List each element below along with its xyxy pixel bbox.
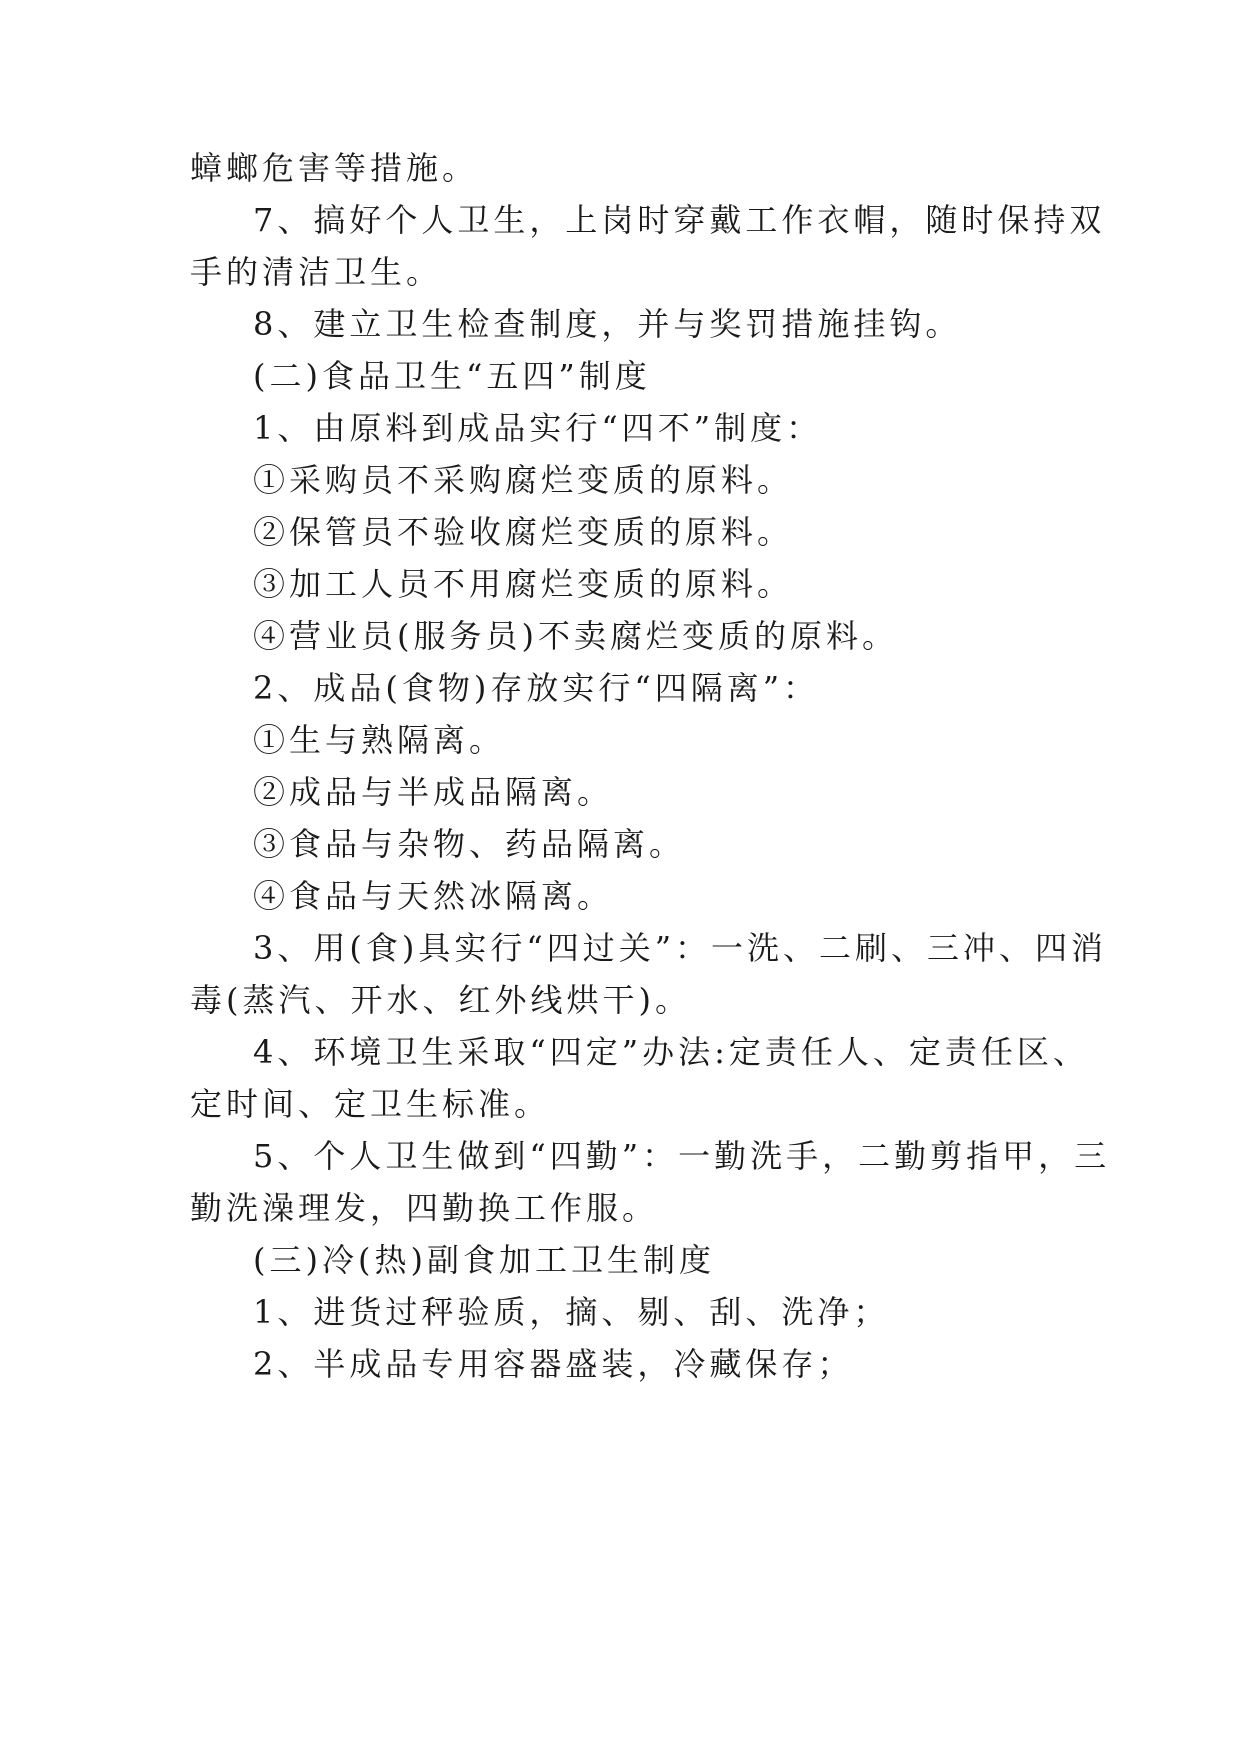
text-line: 5、个人卫生做到“四勤”：一勤洗手，二勤剪指甲，三 (253, 1137, 1111, 1175)
list-item: ①生与熟隔离。 (253, 721, 506, 759)
text-line: 毒(蒸汽、开水、红外线烘干)。 (190, 981, 691, 1019)
text-line: 7、搞好个人卫生，上岗时穿戴工作衣帽，随时保持双 (253, 201, 1106, 239)
text-line: 4、环境卫生采取“四定”办法:定责任人、定责任区、 (253, 1033, 1089, 1071)
text-line: 8、建立卫生检查制度，并与奖罚措施挂钩。 (253, 305, 962, 343)
list-item: ①采购员不采购腐烂变质的原料。 (253, 461, 794, 499)
section-heading: (三)冷(热)副食加工卫生制度 (253, 1241, 715, 1279)
text-line: 1、由原料到成品实行“四不”制度： (253, 409, 823, 447)
list-item: ④营业员(服务员)不卖腐烂变质的原料。 (253, 617, 898, 655)
list-item: ②成品与半成品隔离。 (253, 773, 614, 811)
list-item: ③加工人员不用腐烂变质的原料。 (253, 565, 794, 603)
list-item: ②保管员不验收腐烂变质的原料。 (253, 513, 794, 551)
text-line: 1、进货过秤验质，摘、剔、刮、洗净； (253, 1293, 890, 1331)
text-line: 2、成品(食物)存放实行“四隔离”： (253, 669, 820, 707)
list-item: ④食品与天然冰隔离。 (253, 877, 614, 915)
text-line: 勤洗澡理发，四勤换工作服。 (190, 1189, 659, 1227)
text-line: 2、半成品专用容器盛装，冷藏保存； (253, 1345, 854, 1383)
text-line: 3、用(食)具实行“四过关”：一洗、二刷、三冲、四消 (253, 929, 1108, 967)
list-item: ③食品与杂物、药品隔离。 (253, 825, 686, 863)
text-line: 蟑螂危害等措施。 (190, 149, 479, 187)
text-line: 定时间、定卫生标准。 (190, 1085, 551, 1123)
section-heading: (二)食品卫生“五四”制度 (253, 357, 651, 395)
text-line: 手的清洁卫生。 (190, 253, 443, 291)
